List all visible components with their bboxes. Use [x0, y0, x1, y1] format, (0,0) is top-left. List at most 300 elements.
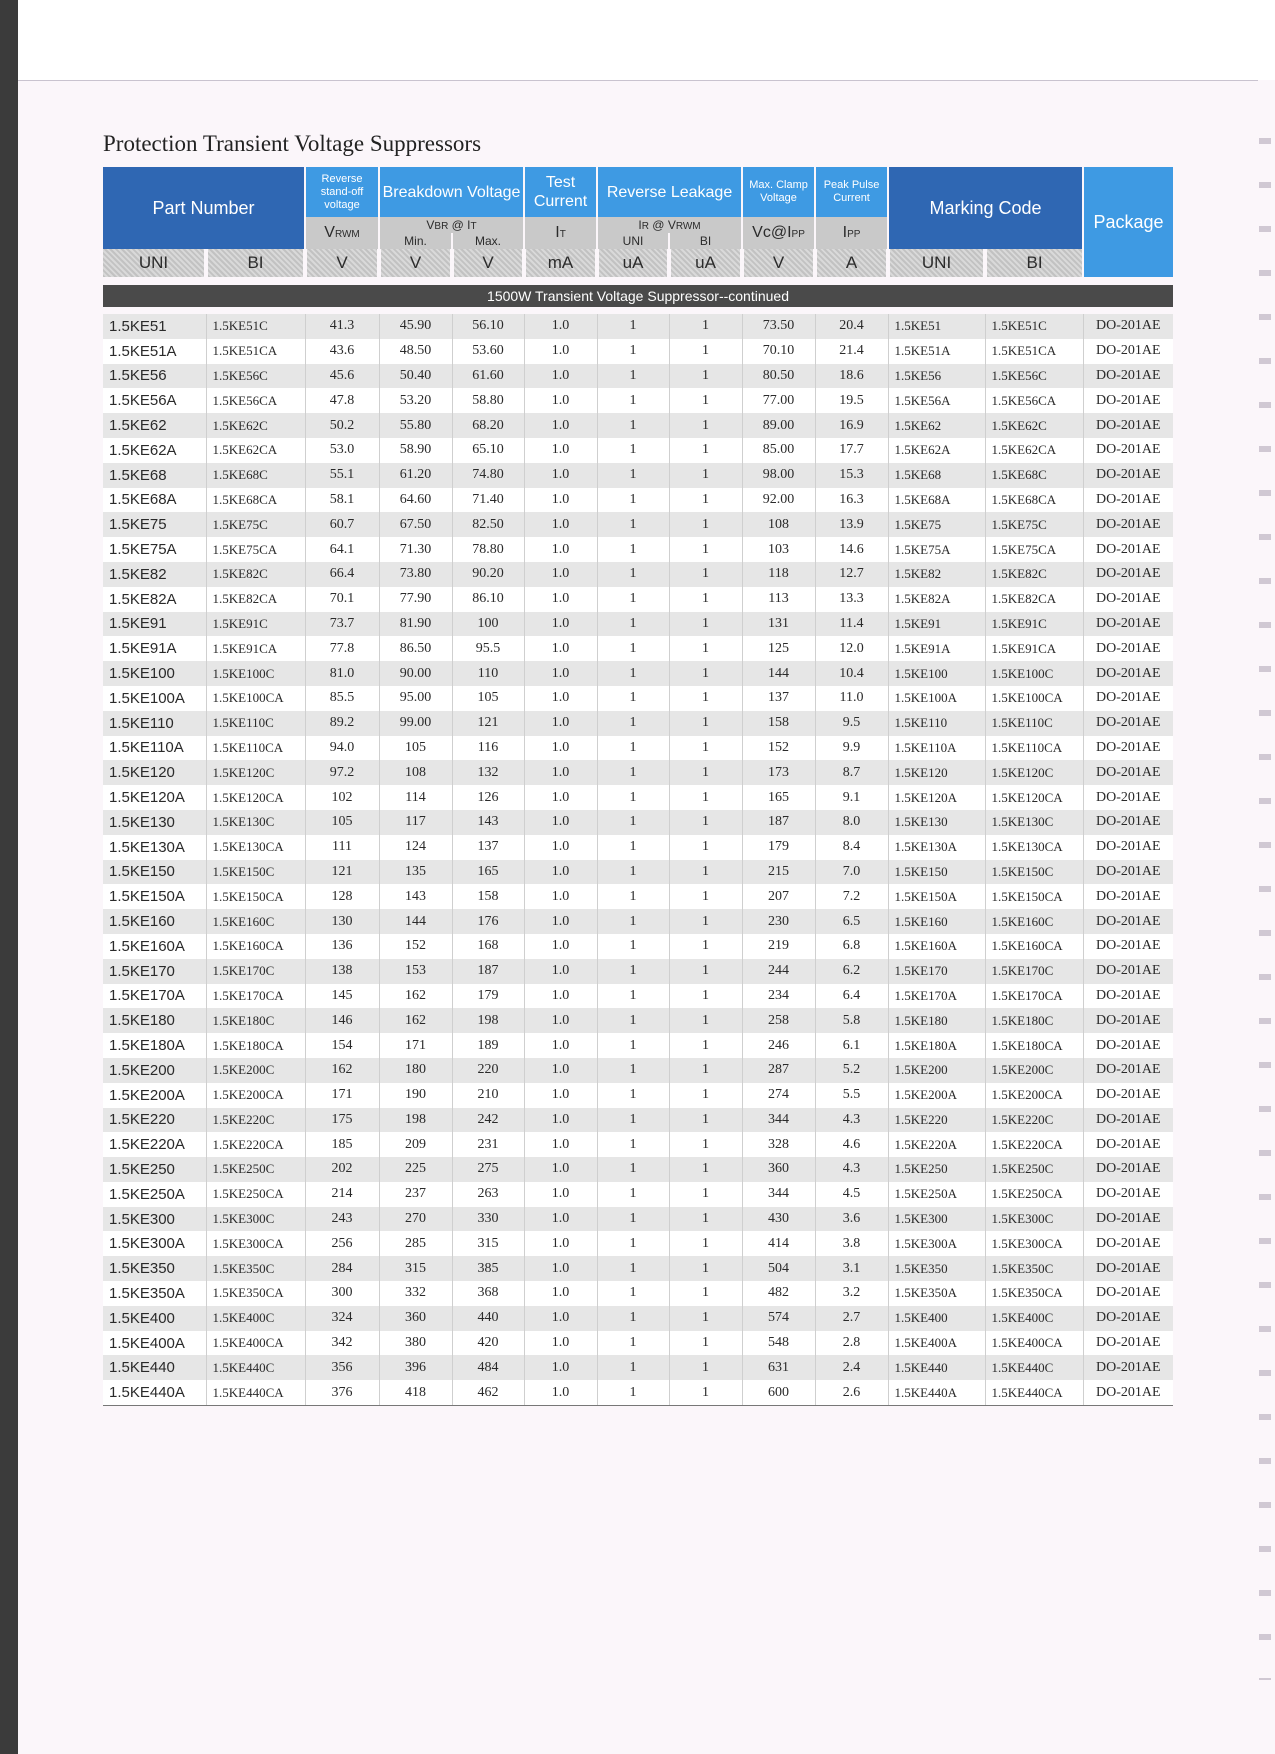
leakage-cond-sub: R [641, 221, 649, 232]
cell-vbr-max: 126 [452, 785, 524, 810]
breakdown-min-header: Min. [379, 233, 452, 249]
cell-vrwm: 138 [305, 959, 379, 984]
cell-test-current: 1.0 [524, 1132, 597, 1157]
cell-leak-uni: 1 [597, 612, 669, 637]
cell-mark-uni: 1.5KE68A [888, 488, 985, 513]
cell-peak-pulse: 3.8 [815, 1231, 888, 1256]
cell-part-bi: 1.5KE180CA [206, 1033, 305, 1058]
vrwm-symbol-main: V [324, 224, 335, 241]
cell-leak-bi: 1 [669, 1306, 742, 1331]
cell-package: DO-201AE [1083, 1207, 1173, 1232]
cell-clamp-voltage: 144 [742, 661, 815, 686]
cell-leak-uni: 1 [597, 1355, 669, 1380]
cell-package: DO-201AE [1083, 339, 1173, 364]
cell-package: DO-201AE [1083, 760, 1173, 785]
cell-leak-bi: 1 [669, 884, 742, 909]
page-top-margin [18, 0, 1275, 80]
cell-part-bi: 1.5KE62C [206, 413, 305, 438]
cell-clamp-voltage: 430 [742, 1207, 815, 1232]
cell-vbr-max: 105 [452, 686, 524, 711]
cell-package: DO-201AE [1083, 562, 1173, 587]
table-row [103, 661, 1173, 686]
cell-leak-uni: 1 [597, 339, 669, 364]
cell-mark-uni: 1.5KE160 [888, 909, 985, 934]
cell-vbr-max: 165 [452, 860, 524, 885]
cell-clamp-voltage: 258 [742, 1008, 815, 1033]
vrwm-header: Reverse stand-off voltage [305, 167, 379, 217]
cell-vbr-min: 198 [379, 1108, 452, 1133]
cell-vbr-min: 53.20 [379, 388, 452, 413]
cell-vrwm: 70.1 [305, 587, 379, 612]
cell-leak-uni: 1 [597, 1231, 669, 1256]
cell-vbr-max: 176 [452, 909, 524, 934]
peak-pulse-symbol [815, 217, 888, 249]
cell-mark-uni: 1.5KE440 [888, 1355, 985, 1380]
cell-vrwm: 136 [305, 934, 379, 959]
cell-vbr-max: 275 [452, 1157, 524, 1182]
cell-mark-bi: 1.5KE180CA [985, 1033, 1083, 1058]
table-row [103, 388, 1173, 413]
cell-peak-pulse: 3.6 [815, 1207, 888, 1232]
cell-part-uni: 1.5KE68 [103, 463, 206, 488]
table-row [103, 686, 1173, 711]
cell-mark-bi: 1.5KE440CA [985, 1380, 1083, 1405]
cell-peak-pulse: 5.8 [815, 1008, 888, 1033]
cell-vrwm: 81.0 [305, 661, 379, 686]
cell-peak-pulse: 11.0 [815, 686, 888, 711]
cell-peak-pulse: 2.7 [815, 1306, 888, 1331]
units-row [103, 249, 1173, 277]
cell-vrwm: 121 [305, 860, 379, 885]
cell-mark-bi: 1.5KE82CA [985, 587, 1083, 612]
cell-clamp-voltage: 600 [742, 1380, 815, 1405]
cell-peak-pulse: 4.6 [815, 1132, 888, 1157]
cell-part-bi: 1.5KE75C [206, 512, 305, 537]
cell-leak-uni: 1 [597, 364, 669, 389]
table-row [103, 835, 1173, 860]
cell-test-current: 1.0 [524, 463, 597, 488]
cell-clamp-voltage: 70.10 [742, 339, 815, 364]
table-row [103, 711, 1173, 736]
cell-vrwm: 105 [305, 810, 379, 835]
cell-peak-pulse: 6.1 [815, 1033, 888, 1058]
cell-clamp-voltage: 414 [742, 1231, 815, 1256]
cell-vrwm: 85.5 [305, 686, 379, 711]
cell-vbr-max: 90.20 [452, 562, 524, 587]
cell-test-current: 1.0 [524, 860, 597, 885]
cell-part-uni: 1.5KE56A [103, 388, 206, 413]
cell-leak-bi: 1 [669, 785, 742, 810]
cell-mark-bi: 1.5KE110CA [985, 736, 1083, 761]
cell-peak-pulse: 17.7 [815, 438, 888, 463]
cell-vbr-max: 137 [452, 835, 524, 860]
cell-vbr-min: 360 [379, 1306, 452, 1331]
cell-peak-pulse: 8.4 [815, 835, 888, 860]
cell-leak-bi: 1 [669, 1157, 742, 1182]
cell-mark-bi: 1.5KE68CA [985, 488, 1083, 513]
cell-test-current: 1.0 [524, 661, 597, 686]
cell-peak-pulse: 10.4 [815, 661, 888, 686]
cell-package: DO-201AE [1083, 1157, 1173, 1182]
cell-mark-bi: 1.5KE200CA [985, 1083, 1083, 1108]
cell-clamp-voltage: 574 [742, 1306, 815, 1331]
table-row [103, 1033, 1173, 1058]
cell-leak-uni: 1 [597, 636, 669, 661]
unit-cell: BI [206, 249, 305, 277]
cell-mark-bi: 1.5KE130C [985, 810, 1083, 835]
cell-leak-bi: 1 [669, 1256, 742, 1281]
cell-leak-bi: 1 [669, 488, 742, 513]
cell-mark-uni: 1.5KE82 [888, 562, 985, 587]
cell-part-uni: 1.5KE110A [103, 736, 206, 761]
table-row [103, 463, 1173, 488]
cell-peak-pulse: 4.5 [815, 1182, 888, 1207]
cell-clamp-voltage: 80.50 [742, 364, 815, 389]
cell-part-uni: 1.5KE440 [103, 1355, 206, 1380]
cell-leak-uni: 1 [597, 388, 669, 413]
cell-leak-bi: 1 [669, 438, 742, 463]
cell-mark-bi: 1.5KE170C [985, 959, 1083, 984]
cell-part-bi: 1.5KE400CA [206, 1331, 305, 1356]
cell-vbr-max: 187 [452, 959, 524, 984]
breakdown-cond-main: V [426, 218, 435, 232]
cell-package: DO-201AE [1083, 512, 1173, 537]
breakdown-max-header: Max. [452, 233, 524, 249]
cell-mark-bi: 1.5KE62C [985, 413, 1083, 438]
test-current-symbol [524, 217, 597, 249]
cell-clamp-voltage: 215 [742, 860, 815, 885]
cell-peak-pulse: 13.9 [815, 512, 888, 537]
table-row [103, 1306, 1173, 1331]
cell-vbr-max: 58.80 [452, 388, 524, 413]
cell-test-current: 1.0 [524, 413, 597, 438]
cell-vbr-min: 270 [379, 1207, 452, 1232]
cell-leak-bi: 1 [669, 636, 742, 661]
cell-part-uni: 1.5KE120 [103, 760, 206, 785]
unit-cell: uA [669, 249, 742, 277]
cell-part-bi: 1.5KE75CA [206, 537, 305, 562]
cell-vrwm: 243 [305, 1207, 379, 1232]
cell-leak-uni: 1 [597, 1083, 669, 1108]
cell-part-uni: 1.5KE160A [103, 934, 206, 959]
cell-vbr-min: 237 [379, 1182, 452, 1207]
cell-test-current: 1.0 [524, 884, 597, 909]
cell-clamp-voltage: 246 [742, 1033, 815, 1058]
cell-vbr-max: 231 [452, 1132, 524, 1157]
clamp-voltage-header: Max. Clamp Voltage [742, 167, 815, 217]
cell-part-uni: 1.5KE62 [103, 413, 206, 438]
cell-vrwm: 202 [305, 1157, 379, 1182]
cell-part-uni: 1.5KE200A [103, 1083, 206, 1108]
cell-mark-bi: 1.5KE62CA [985, 438, 1083, 463]
cell-mark-uni: 1.5KE160A [888, 934, 985, 959]
cell-part-uni: 1.5KE130 [103, 810, 206, 835]
cell-test-current: 1.0 [524, 314, 597, 339]
cell-part-bi: 1.5KE82CA [206, 587, 305, 612]
cell-test-current: 1.0 [524, 711, 597, 736]
cell-part-bi: 1.5KE300CA [206, 1231, 305, 1256]
cell-peak-pulse: 9.5 [815, 711, 888, 736]
cell-leak-uni: 1 [597, 909, 669, 934]
cell-mark-bi: 1.5KE350C [985, 1256, 1083, 1281]
unit-cell: V [742, 249, 815, 277]
cell-part-uni: 1.5KE120A [103, 785, 206, 810]
cell-part-uni: 1.5KE150 [103, 860, 206, 885]
cell-vrwm: 60.7 [305, 512, 379, 537]
leakage-cond-sub2: RWM [675, 221, 701, 232]
cell-vrwm: 77.8 [305, 636, 379, 661]
cell-clamp-voltage: 92.00 [742, 488, 815, 513]
cell-clamp-voltage: 344 [742, 1108, 815, 1133]
unit-cell: BI [985, 249, 1083, 277]
cell-part-uni: 1.5KE51 [103, 314, 206, 339]
cell-vrwm: 130 [305, 909, 379, 934]
table-row [103, 512, 1173, 537]
cell-vbr-min: 144 [379, 909, 452, 934]
cell-leak-uni: 1 [597, 488, 669, 513]
cell-vrwm: 58.1 [305, 488, 379, 513]
cell-leak-bi: 1 [669, 1108, 742, 1133]
breakdown-cond-rest: @ I [448, 218, 471, 232]
cell-clamp-voltage: 230 [742, 909, 815, 934]
cell-vbr-min: 315 [379, 1256, 452, 1281]
cell-vbr-max: 78.80 [452, 537, 524, 562]
cell-vrwm: 185 [305, 1132, 379, 1157]
cell-mark-bi: 1.5KE75C [985, 512, 1083, 537]
section-row [103, 285, 1173, 307]
cell-part-uni: 1.5KE82 [103, 562, 206, 587]
cell-mark-uni: 1.5KE220A [888, 1132, 985, 1157]
table-row [103, 1132, 1173, 1157]
cell-part-bi: 1.5KE120CA [206, 785, 305, 810]
cell-clamp-voltage: 98.00 [742, 463, 815, 488]
cell-clamp-voltage: 113 [742, 587, 815, 612]
cell-test-current: 1.0 [524, 438, 597, 463]
cell-part-bi: 1.5KE110C [206, 711, 305, 736]
table-row [103, 760, 1173, 785]
cell-mark-uni: 1.5KE120 [888, 760, 985, 785]
cell-part-bi: 1.5KE56C [206, 364, 305, 389]
cell-vbr-min: 58.90 [379, 438, 452, 463]
cell-mark-bi: 1.5KE91C [985, 612, 1083, 637]
marking-code-header: Marking Code [888, 167, 1083, 249]
cell-package: DO-201AE [1083, 587, 1173, 612]
cell-part-uni: 1.5KE300 [103, 1207, 206, 1232]
table-row [103, 314, 1173, 339]
cell-vrwm: 154 [305, 1033, 379, 1058]
table-row [103, 1157, 1173, 1182]
table-row [103, 860, 1173, 885]
cell-leak-uni: 1 [597, 314, 669, 339]
section-label: 1500W Transient Voltage Suppressor--continued [103, 285, 1173, 307]
cell-part-bi: 1.5KE220C [206, 1108, 305, 1133]
cell-vrwm: 102 [305, 785, 379, 810]
cell-leak-bi: 1 [669, 1355, 742, 1380]
table-row [103, 736, 1173, 761]
cell-leak-bi: 1 [669, 1207, 742, 1232]
cell-leak-uni: 1 [597, 1281, 669, 1306]
cell-part-bi: 1.5KE68C [206, 463, 305, 488]
cell-peak-pulse: 7.0 [815, 860, 888, 885]
cell-clamp-voltage: 118 [742, 562, 815, 587]
table-row [103, 587, 1173, 612]
cell-vbr-min: 152 [379, 934, 452, 959]
table-row [103, 1355, 1173, 1380]
table-row [103, 785, 1173, 810]
cell-test-current: 1.0 [524, 785, 597, 810]
table-row [103, 339, 1173, 364]
cell-part-bi: 1.5KE56CA [206, 388, 305, 413]
cell-test-current: 1.0 [524, 1108, 597, 1133]
cell-mark-uni: 1.5KE110A [888, 736, 985, 761]
cell-package: DO-201AE [1083, 934, 1173, 959]
cell-part-uni: 1.5KE400 [103, 1306, 206, 1331]
cell-peak-pulse: 2.4 [815, 1355, 888, 1380]
cell-mark-bi: 1.5KE250CA [985, 1182, 1083, 1207]
table-row [103, 537, 1173, 562]
table-row [103, 1058, 1173, 1083]
cell-vbr-max: 143 [452, 810, 524, 835]
cell-vbr-min: 162 [379, 984, 452, 1009]
cell-vbr-min: 117 [379, 810, 452, 835]
cell-vbr-max: 158 [452, 884, 524, 909]
part-number-header: Part Number [103, 167, 305, 249]
cell-leak-bi: 1 [669, 388, 742, 413]
cell-part-bi: 1.5KE220CA [206, 1132, 305, 1157]
cell-mark-uni: 1.5KE400 [888, 1306, 985, 1331]
cell-leak-uni: 1 [597, 686, 669, 711]
cell-leak-bi: 1 [669, 512, 742, 537]
cell-peak-pulse: 4.3 [815, 1157, 888, 1182]
cell-mark-uni: 1.5KE110 [888, 711, 985, 736]
cell-mark-bi: 1.5KE150C [985, 860, 1083, 885]
cell-clamp-voltage: 207 [742, 884, 815, 909]
cell-mark-uni: 1.5KE62 [888, 413, 985, 438]
cell-part-bi: 1.5KE440C [206, 1355, 305, 1380]
cell-test-current: 1.0 [524, 364, 597, 389]
cell-clamp-voltage: 179 [742, 835, 815, 860]
cell-vbr-min: 332 [379, 1281, 452, 1306]
cell-package: DO-201AE [1083, 438, 1173, 463]
cell-leak-bi: 1 [669, 339, 742, 364]
unit-cell: V [305, 249, 379, 277]
cell-mark-uni: 1.5KE440A [888, 1380, 985, 1405]
table-row [103, 810, 1173, 835]
cell-vrwm: 376 [305, 1380, 379, 1405]
cell-leak-bi: 1 [669, 1231, 742, 1256]
cell-package: DO-201AE [1083, 1033, 1173, 1058]
cell-part-uni: 1.5KE180A [103, 1033, 206, 1058]
cell-test-current: 1.0 [524, 835, 597, 860]
cell-mark-uni: 1.5KE300 [888, 1207, 985, 1232]
cell-test-current: 1.0 [524, 488, 597, 513]
cell-mark-uni: 1.5KE350A [888, 1281, 985, 1306]
table-row [103, 1281, 1173, 1306]
cell-test-current: 1.0 [524, 1256, 597, 1281]
cell-vbr-min: 135 [379, 860, 452, 885]
cell-leak-bi: 1 [669, 661, 742, 686]
test-current-symbol-sub: T [559, 229, 566, 240]
cell-vbr-max: 210 [452, 1083, 524, 1108]
breakdown-cond-sub2: T [470, 221, 477, 232]
cell-vbr-max: 385 [452, 1256, 524, 1281]
unit-cell: mA [524, 249, 597, 277]
cell-leak-bi: 1 [669, 1132, 742, 1157]
cell-leak-bi: 1 [669, 984, 742, 1009]
cell-part-bi: 1.5KE300C [206, 1207, 305, 1232]
cell-vbr-max: 368 [452, 1281, 524, 1306]
cell-vrwm: 97.2 [305, 760, 379, 785]
cell-vrwm: 66.4 [305, 562, 379, 587]
cell-vbr-max: 68.20 [452, 413, 524, 438]
cell-vbr-max: 330 [452, 1207, 524, 1232]
cell-vbr-min: 162 [379, 1008, 452, 1033]
cell-vbr-max: 462 [452, 1380, 524, 1405]
cell-leak-bi: 1 [669, 711, 742, 736]
cell-vrwm: 47.8 [305, 388, 379, 413]
leakage-condition [597, 217, 742, 233]
cell-leak-uni: 1 [597, 760, 669, 785]
cell-test-current: 1.0 [524, 1008, 597, 1033]
cell-clamp-voltage: 165 [742, 785, 815, 810]
cell-vbr-max: 420 [452, 1331, 524, 1356]
cell-mark-uni: 1.5KE130 [888, 810, 985, 835]
table-row [103, 1008, 1173, 1033]
cell-package: DO-201AE [1083, 388, 1173, 413]
cell-peak-pulse: 11.4 [815, 612, 888, 637]
cell-vbr-max: 56.10 [452, 314, 524, 339]
cell-vbr-min: 190 [379, 1083, 452, 1108]
cell-vrwm: 175 [305, 1108, 379, 1133]
cell-vbr-min: 71.30 [379, 537, 452, 562]
cell-vbr-min: 418 [379, 1380, 452, 1405]
cell-peak-pulse: 3.2 [815, 1281, 888, 1306]
cell-mark-bi: 1.5KE400CA [985, 1331, 1083, 1356]
cell-clamp-voltage: 187 [742, 810, 815, 835]
clamp-voltage-symbol [742, 217, 815, 249]
cell-test-current: 1.0 [524, 1380, 597, 1405]
breakdown-voltage-header: Breakdown Voltage [379, 167, 524, 217]
cell-test-current: 1.0 [524, 1033, 597, 1058]
cell-clamp-voltage: 328 [742, 1132, 815, 1157]
cell-part-uni: 1.5KE220 [103, 1108, 206, 1133]
cell-mark-uni: 1.5KE130A [888, 835, 985, 860]
table-row [103, 1083, 1173, 1108]
cell-part-bi: 1.5KE110CA [206, 736, 305, 761]
cell-clamp-voltage: 108 [742, 512, 815, 537]
cell-leak-uni: 1 [597, 959, 669, 984]
cell-vbr-max: 53.60 [452, 339, 524, 364]
cell-part-uni: 1.5KE82A [103, 587, 206, 612]
cell-mark-uni: 1.5KE150A [888, 884, 985, 909]
cell-leak-uni: 1 [597, 884, 669, 909]
cell-vbr-min: 225 [379, 1157, 452, 1182]
cell-mark-uni: 1.5KE100A [888, 686, 985, 711]
unit-cell: UNI [888, 249, 985, 277]
cell-package: DO-201AE [1083, 1182, 1173, 1207]
cell-part-bi: 1.5KE62CA [206, 438, 305, 463]
cell-vbr-max: 168 [452, 934, 524, 959]
cell-package: DO-201AE [1083, 711, 1173, 736]
cell-vbr-max: 189 [452, 1033, 524, 1058]
cell-peak-pulse: 16.3 [815, 488, 888, 513]
cell-part-bi: 1.5KE160CA [206, 934, 305, 959]
cell-vbr-min: 285 [379, 1231, 452, 1256]
cell-package: DO-201AE [1083, 984, 1173, 1009]
table-header [103, 167, 1173, 314]
cell-mark-uni: 1.5KE180A [888, 1033, 985, 1058]
leakage-cond-rest: @ V [648, 218, 676, 232]
